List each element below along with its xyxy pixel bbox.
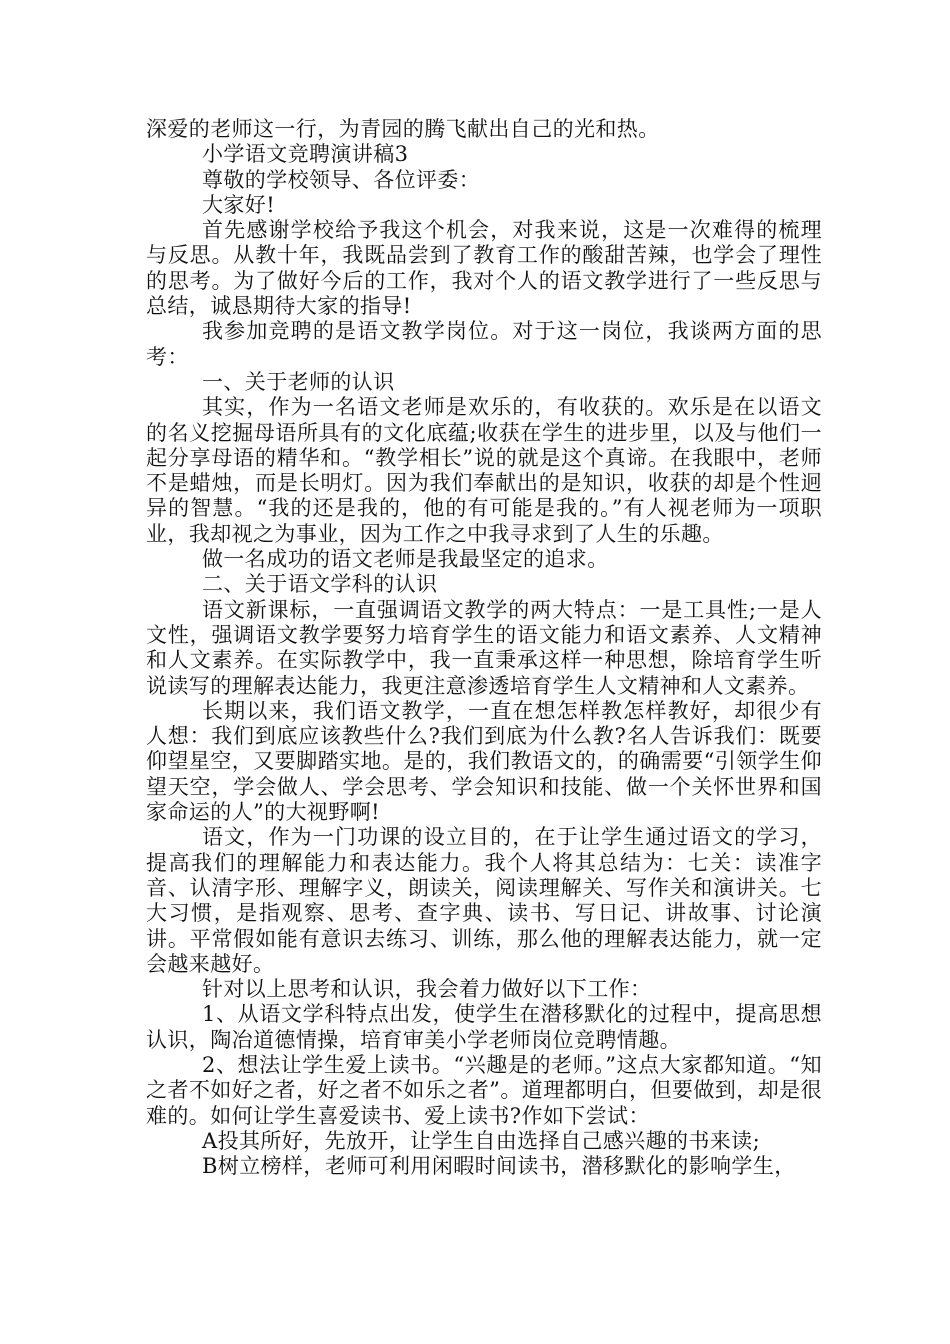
paragraph-1: 深爱的老师这一行，为青园的腾飞献出自己的光和热。 [146, 117, 660, 141]
paragraph-goal: 做一名成功的语文老师是我最坚定的追求。 [202, 547, 609, 572]
list-item-2: 2、想法让学生爱上读书。“兴趣是的老师。”这点大家都知道。“知之者不如好之者，好之者不如乐之者”。道理都明白，但要做到，却是很难的。如何让学生喜爱读书、爱上读书?作如下尝试： [146, 1052, 822, 1128]
heading-teacher: 一、关于老师的认识 [202, 369, 395, 394]
paragraph-long-term: 长期以来，我们语文教学，一直在想怎样教怎样教好，却很少有人想：我们到底应该教些什么?我们到底为什么教?名人告诉我们：既要仰望星空，又要脚踏实地。是的，我们教语文的，的确需要“引领学生仰望天空，学会做人、学会思考、学会知识和技能、做一个关怀世界和国家命运的人”的大视野啊! [146, 698, 822, 825]
list-item-1: 1、从语文学科特点出发，使学生在潜移默化的过程中，提高思想认识，陶冶道德情操，培育审美小学老师岗位竞聘情趣。 [146, 1002, 822, 1052]
paragraph-purpose: 语文，作为一门功课的设立目的，在于让学生通过语文的学习，提高我们的理解能力和表达能力。我个人将其总结为：七关：读准字音、认清字形、理解字义，朗读关，阅读理解关、写作关和演讲关。七大习惯，是指观察、思考、查字典、读书、写日记、讲故事、讨论演讲。平常假如能有意识去练习、训练，那么他的理解表达能力，就一定会越来越好。 [146, 825, 822, 976]
paragraph-intro: 首先感谢学校给予我这个机会，对我来说，这是一次难得的梳理与反思。从教十年，我既品尝到了教育工作的酸甜苦辣，也学会了理性的思考。为了做好今后的工作，我对个人的语文教学进行了一些反思与总结，诚恳期待大家的指导! [146, 218, 822, 319]
paragraph-work-intro: 针对以上思考和认识，我会着力做好以下工作： [202, 977, 652, 1002]
paragraph-curriculum: 语文新课标，一直强调语文教学的两大特点：一是工具性;一是人文性，强调语文教学要努力培育学生的语文能力和语文素养、人文精神和人文素养。在实际教学中，我一直秉承这样一种思想，除培育学生听说读写的理解表达能力，我更注意渗透培育学生人文精神和人文素养。 [146, 597, 822, 698]
salutation: 尊敬的学校领导、各位评委： [202, 167, 481, 192]
heading-subject: 二、关于语文学科的认识 [202, 572, 438, 597]
paragraph-teacher: 其实，作为一名语文老师是欢乐的，有收获的。欢乐是在以语文的名义挖掘母语所具有的文化底蕴;收获在学生的进步里，以及与他们一起分享母语的精华和。“教学相长”说的就是这个真谛。在我眼中，老师不是蜡烛，而是长明灯。因为我们奉献出的是知识，收获的却是个性迥异的智慧。“我的还是我的，他的有可能是我的。”有人视老师为一项职业，我却视之为事业，因为工作之中我寻求到了人生的乐趣。 [146, 395, 822, 546]
greeting: 大家好! [202, 192, 276, 217]
document-page [146, 117, 822, 1179]
section-title: 小学语文竞聘演讲稿3 [202, 142, 409, 167]
list-item-a: A投其所好，先放开，让学生自由选择自己感兴趣的书来读; [202, 1128, 761, 1153]
paragraph-position: 我参加竞聘的是语文教学岗位。对于这一岗位，我谈两方面的思考： [146, 319, 822, 369]
list-item-b: B树立榜样，老师可利用闲暇时间读书，潜移默化的影响学生， [202, 1154, 796, 1179]
